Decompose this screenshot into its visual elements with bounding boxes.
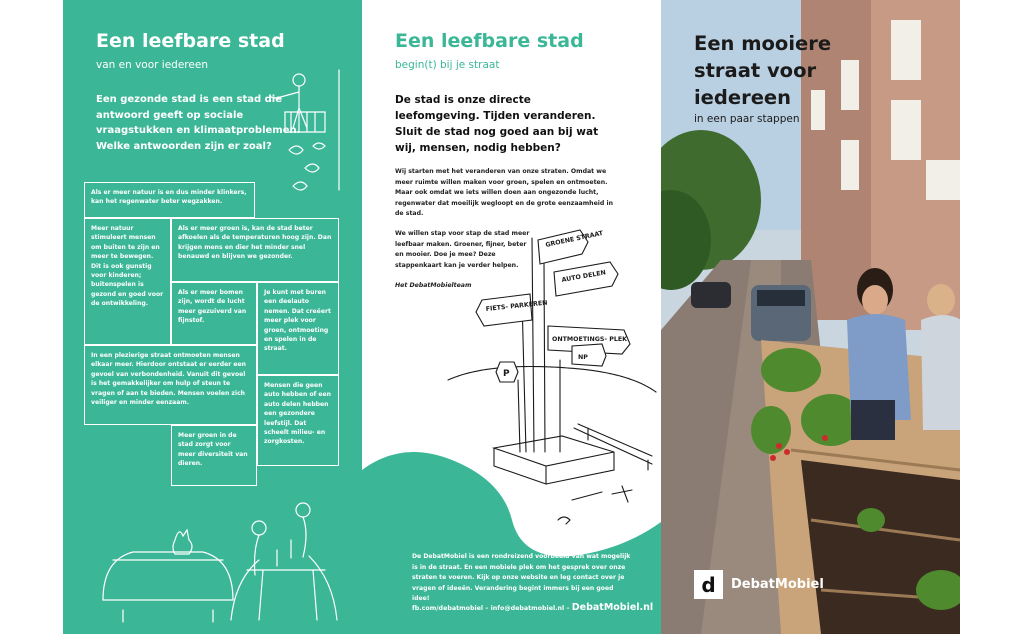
team-signature: Het DebatMobielteam	[395, 282, 472, 289]
cafe-table-illustration	[231, 503, 337, 620]
sign-ontmoetingsplek: ONTMOETINGS- PLEK	[552, 336, 628, 343]
panel-middle-subtitle: begin(t) bij je straat	[395, 59, 500, 71]
benefits-grid	[84, 182, 339, 486]
panel-right-title: Een mooiere straat voor iedereen	[694, 32, 832, 109]
sign-np: NP	[578, 354, 588, 361]
panel-right-photo	[661, 0, 960, 634]
sign-p: P	[503, 369, 510, 379]
website-link[interactable]: DebatMobiel.nl	[571, 602, 654, 613]
logo-box: d	[694, 570, 723, 599]
panel-middle-body-1: Wij starten met het veranderen van onze straten. Omdat we meer ruimte willen maken voor groen, spelen en ontmoeten. Maar ook omdat we iets willen doen aan ongezonde lucht, regenwater dat moeilijk wegloopt en de grote eenzaamheid in de stad.	[395, 168, 614, 217]
benefit-cell: Als er meer natuur is en dus minder klinkers, kan het regenwater beter wegzakken.	[84, 182, 255, 218]
panel-middle-body-2: We willen stap voor stap de stad meer leefbaar maken. Groener, fijner, beter en mooier. Doe je mee? Deze stappenkaart kan je verder helpen.	[395, 230, 530, 269]
panel-middle-footer: De DebatMobiel is een rondreizend voorbeeld van wat mogelijk is in de straat. En een mobiele plek om het gesprek over onze straten te voeren. Kijk op onze website en leg contact over je vragen of ideeën. Verandering begint immers bij een goed idee!	[412, 553, 631, 602]
benefit-cell: Je kunt met buren een deelauto nemen. Dat creëert meer plek voor groen, ontmoeting en spelen in de straat.	[257, 282, 339, 375]
panel-left-title: Een leefbare stad	[96, 30, 285, 52]
benefit-cell: Als er meer bomen zijn, wordt de lucht meer gezuiverd van fijnstof.	[171, 282, 257, 345]
panel-middle	[362, 0, 661, 634]
signpost-illustration	[362, 0, 661, 634]
benefit-cell: Mensen die geen auto hebben of een auto delen hebben een gezondere leefstijl. Dat scheelt milieu- en zorgkosten.	[257, 375, 339, 466]
panel-right-subtitle: in een paar stappen	[694, 113, 800, 125]
sign-auto-delen: AUTO DELEN	[561, 269, 607, 284]
panel-middle-title: Een leefbare stad	[395, 30, 584, 52]
benefit-cell: In een plezierige straat ontmoeten mensen elkaar meer. Hierdoor ontstaat er eerder een gevoel van verbondenheid. Vanuit dit gevoel is het gemakkelijker om hulp of steun te vragen of aan te bieden. Mensen voelen zich veiliger en minder eenzaam.	[84, 345, 257, 425]
logo-text: DebatMobiel	[731, 577, 824, 592]
panel-left-intro: Een gezonde stad is een stad die antwoord geeft op sociale vraagstukken en klimaatproblemen. Welke antwoorden zijn er zoal?	[96, 94, 301, 152]
benefit-cell: Meer groen in de stad zorgt voor meer diversiteit van dieren.	[171, 425, 257, 486]
sign-fietsparkeren: FIETS- PARKEREN	[485, 299, 548, 313]
panel-left	[63, 0, 362, 634]
benefit-cell: Als er meer groen is, kan de stad beter afkoelen als de temperaturen hoog zijn. Dan krijgen mens en dier het minder snel benauwd en blijven we gezonder.	[171, 218, 339, 282]
contact-prefix[interactable]: fb.com/debatmobiel – info@debatmobiel.nl –	[412, 605, 570, 612]
car-cat-illustration	[103, 530, 233, 622]
sign-groene-straat: GROENE STRAAT	[544, 229, 604, 249]
panel-middle-intro: De stad is onze directe leefomgeving. Tijden veranderen. Sluit de stad nog goed aan bij wat wij, mensen, nodig hebben?	[395, 94, 599, 154]
panel-left-subtitle: van en voor iedereen	[96, 59, 208, 71]
debatmobiel-logo	[694, 570, 824, 599]
benefit-cell: Meer natuur stimuleert mensen om buiten te zijn en meer te bewegen. Dit is ook gunstig voor kinderen; buitenspelen is gezond en goed voor de ontwikkeling.	[84, 218, 171, 345]
contact-line	[412, 602, 653, 613]
balcony-person-illustration	[271, 70, 339, 190]
